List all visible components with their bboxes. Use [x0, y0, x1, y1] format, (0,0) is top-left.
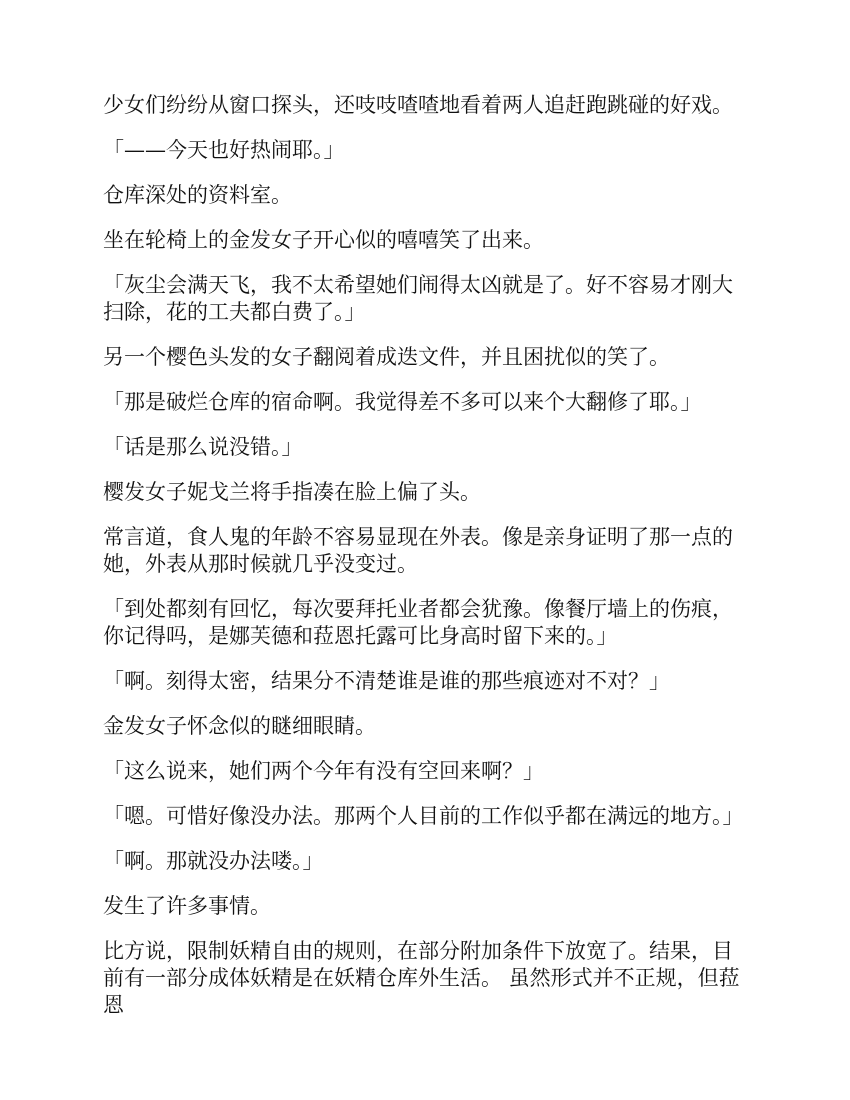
- paragraph: 「到处都刻有回忆，每次要拜托业者都会犹豫。像餐厅墙上的伤痕，你记得吗，是娜芙德和菈恩托露可比身高时留下来的。」: [103, 597, 733, 648]
- paragraph: 「啊。刻得太密，结果分不清楚谁是谁的那些痕迹对不对？」: [103, 669, 670, 693]
- paragraph: 「这么说来，她们两个今年有没有空回来啊？」: [103, 759, 544, 783]
- paragraph: 常言道，食人鬼的年龄不容易显现在外表。像是亲身证明了那一点的她，外表从那时候就几乎没变过。: [103, 525, 733, 576]
- paragraph: 樱发女子妮戈兰将手指凑在脸上偏了头。: [103, 480, 481, 504]
- paragraph: 「——今天也好热闹耶。」: [103, 138, 345, 162]
- paragraph: 坐在轮椅上的金发女子开心似的嘻嘻笑了出来。: [103, 228, 544, 252]
- paragraph: 少女们纷纷从窗口探头，还吱吱喳喳地看着两人追赶跑跳碰的好戏。: [103, 93, 733, 117]
- paragraph: 仓库深处的资料室。: [103, 183, 292, 207]
- paragraph: 「啊。那就没办法喽。」: [103, 849, 324, 873]
- document-body: [103, 92, 753, 1037]
- paragraph: 金发女子怀念似的瞇细眼睛。: [103, 714, 376, 738]
- paragraph: 比方说，限制妖精自由的规则，在部分附加条件下放宽了。结果，目前有一部分成体妖精是在妖精仓库外生活。 虽然形式并不正规，但菈恩: [103, 939, 740, 1017]
- paragraph: 「那是破烂仓库的宿命啊。我觉得差不多可以来个大翻修了耶。」: [103, 390, 702, 414]
- paragraph: 另一个樱色头发的女子翻阅着成迭文件，并且困扰似的笑了。: [103, 345, 670, 369]
- paragraph: 「嗯。可惜好像没办法。那两个人目前的工作似乎都在满远的地方。」: [103, 804, 744, 828]
- paragraph: 「灰尘会满天飞，我不太希望她们闹得太凶就是了。好不容易才刚大扫除，花的工夫都白费了。」: [103, 273, 733, 324]
- paragraph: 「话是那么说没错。」: [103, 435, 303, 459]
- paragraph: 发生了许多事情。: [103, 894, 271, 918]
